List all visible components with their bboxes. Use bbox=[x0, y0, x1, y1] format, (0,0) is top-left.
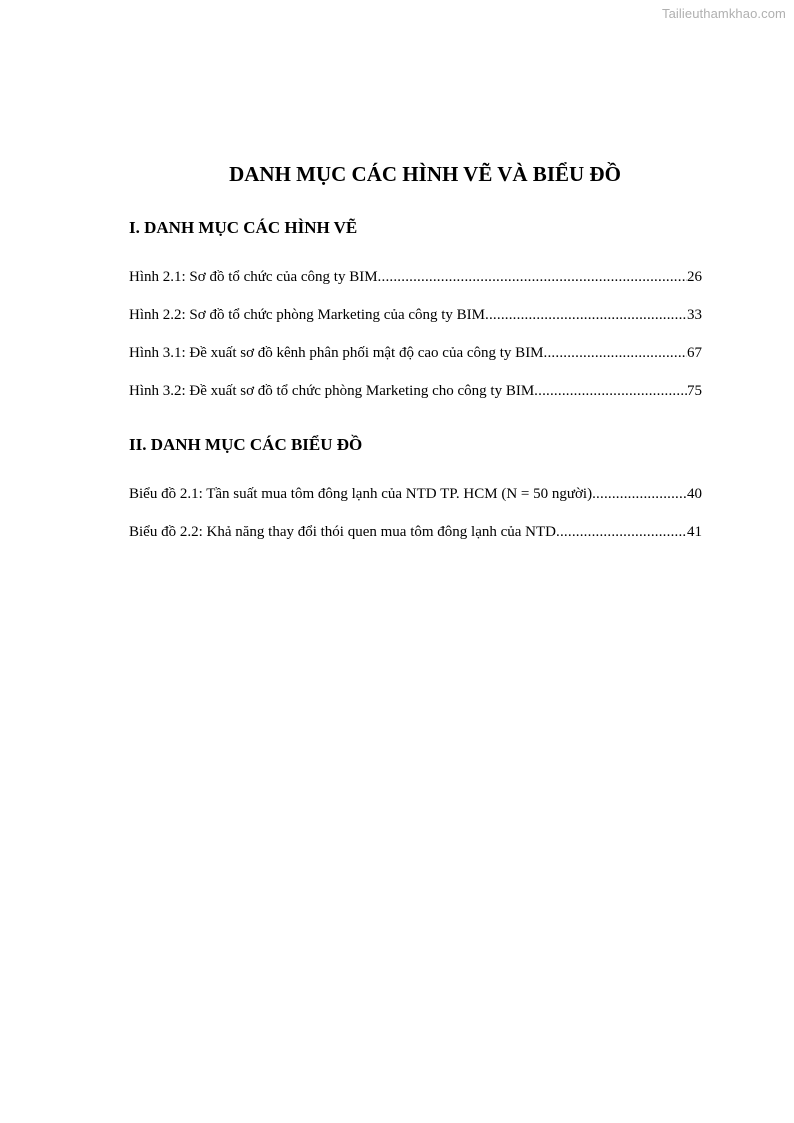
toc-entry[interactable] bbox=[129, 522, 702, 560]
figures-list bbox=[129, 267, 702, 419]
section-heading-figures: I. DANH MỤC CÁC HÌNH VẼ bbox=[129, 218, 358, 237]
dot-leader bbox=[378, 267, 687, 287]
charts-list bbox=[129, 484, 702, 560]
toc-entry-title: Hình 2.2: Sơ đồ tổ chức phòng Marketing của công ty BIM bbox=[129, 307, 486, 323]
dot-leader bbox=[592, 484, 687, 504]
toc-entry-title: Hình 2.1: Sơ đồ tổ chức của công ty BIM bbox=[129, 269, 378, 285]
toc-entry-title: Hình 3.2: Đề xuất sơ đồ tổ chức phòng Marketing cho công ty BIM bbox=[129, 383, 535, 399]
toc-entry-page: 40 bbox=[687, 486, 702, 502]
page-title: DANH MỤC CÁC HÌNH VẼ VÀ BIỂU ĐỒ bbox=[229, 162, 621, 186]
toc-entry-title: Hình 3.1: Đề xuất sơ đồ kênh phân phối mật độ cao của công ty BIM bbox=[129, 345, 544, 361]
toc-entry[interactable] bbox=[129, 484, 702, 522]
toc-entry-page: 75 bbox=[687, 383, 702, 399]
dot-leader bbox=[556, 522, 687, 542]
toc-entry-page: 41 bbox=[687, 524, 702, 540]
toc-entry-page: 26 bbox=[687, 269, 702, 285]
section-heading-charts: II. DANH MỤC CÁC BIỂU ĐỒ bbox=[129, 435, 363, 454]
watermark: Tailieuthamkhao.com bbox=[661, 6, 786, 21]
dot-leader bbox=[485, 305, 687, 325]
toc-entry[interactable] bbox=[129, 267, 702, 305]
toc-entry[interactable] bbox=[129, 381, 702, 419]
dot-leader bbox=[544, 343, 687, 363]
toc-entry-title: Biểu đồ 2.2: Khả năng thay đổi thói quen mua tôm đông lạnh của NTD bbox=[129, 524, 557, 540]
toc-entry-title: Biểu đồ 2.1: Tần suất mua tôm đông lạnh của NTD TP. HCM (N = 50 người) bbox=[129, 486, 593, 502]
toc-entry[interactable] bbox=[129, 343, 702, 381]
toc-entry-page: 33 bbox=[687, 307, 702, 323]
dot-leader bbox=[534, 381, 687, 401]
toc-entry-page: 67 bbox=[687, 345, 702, 361]
toc-entry[interactable] bbox=[129, 305, 702, 343]
